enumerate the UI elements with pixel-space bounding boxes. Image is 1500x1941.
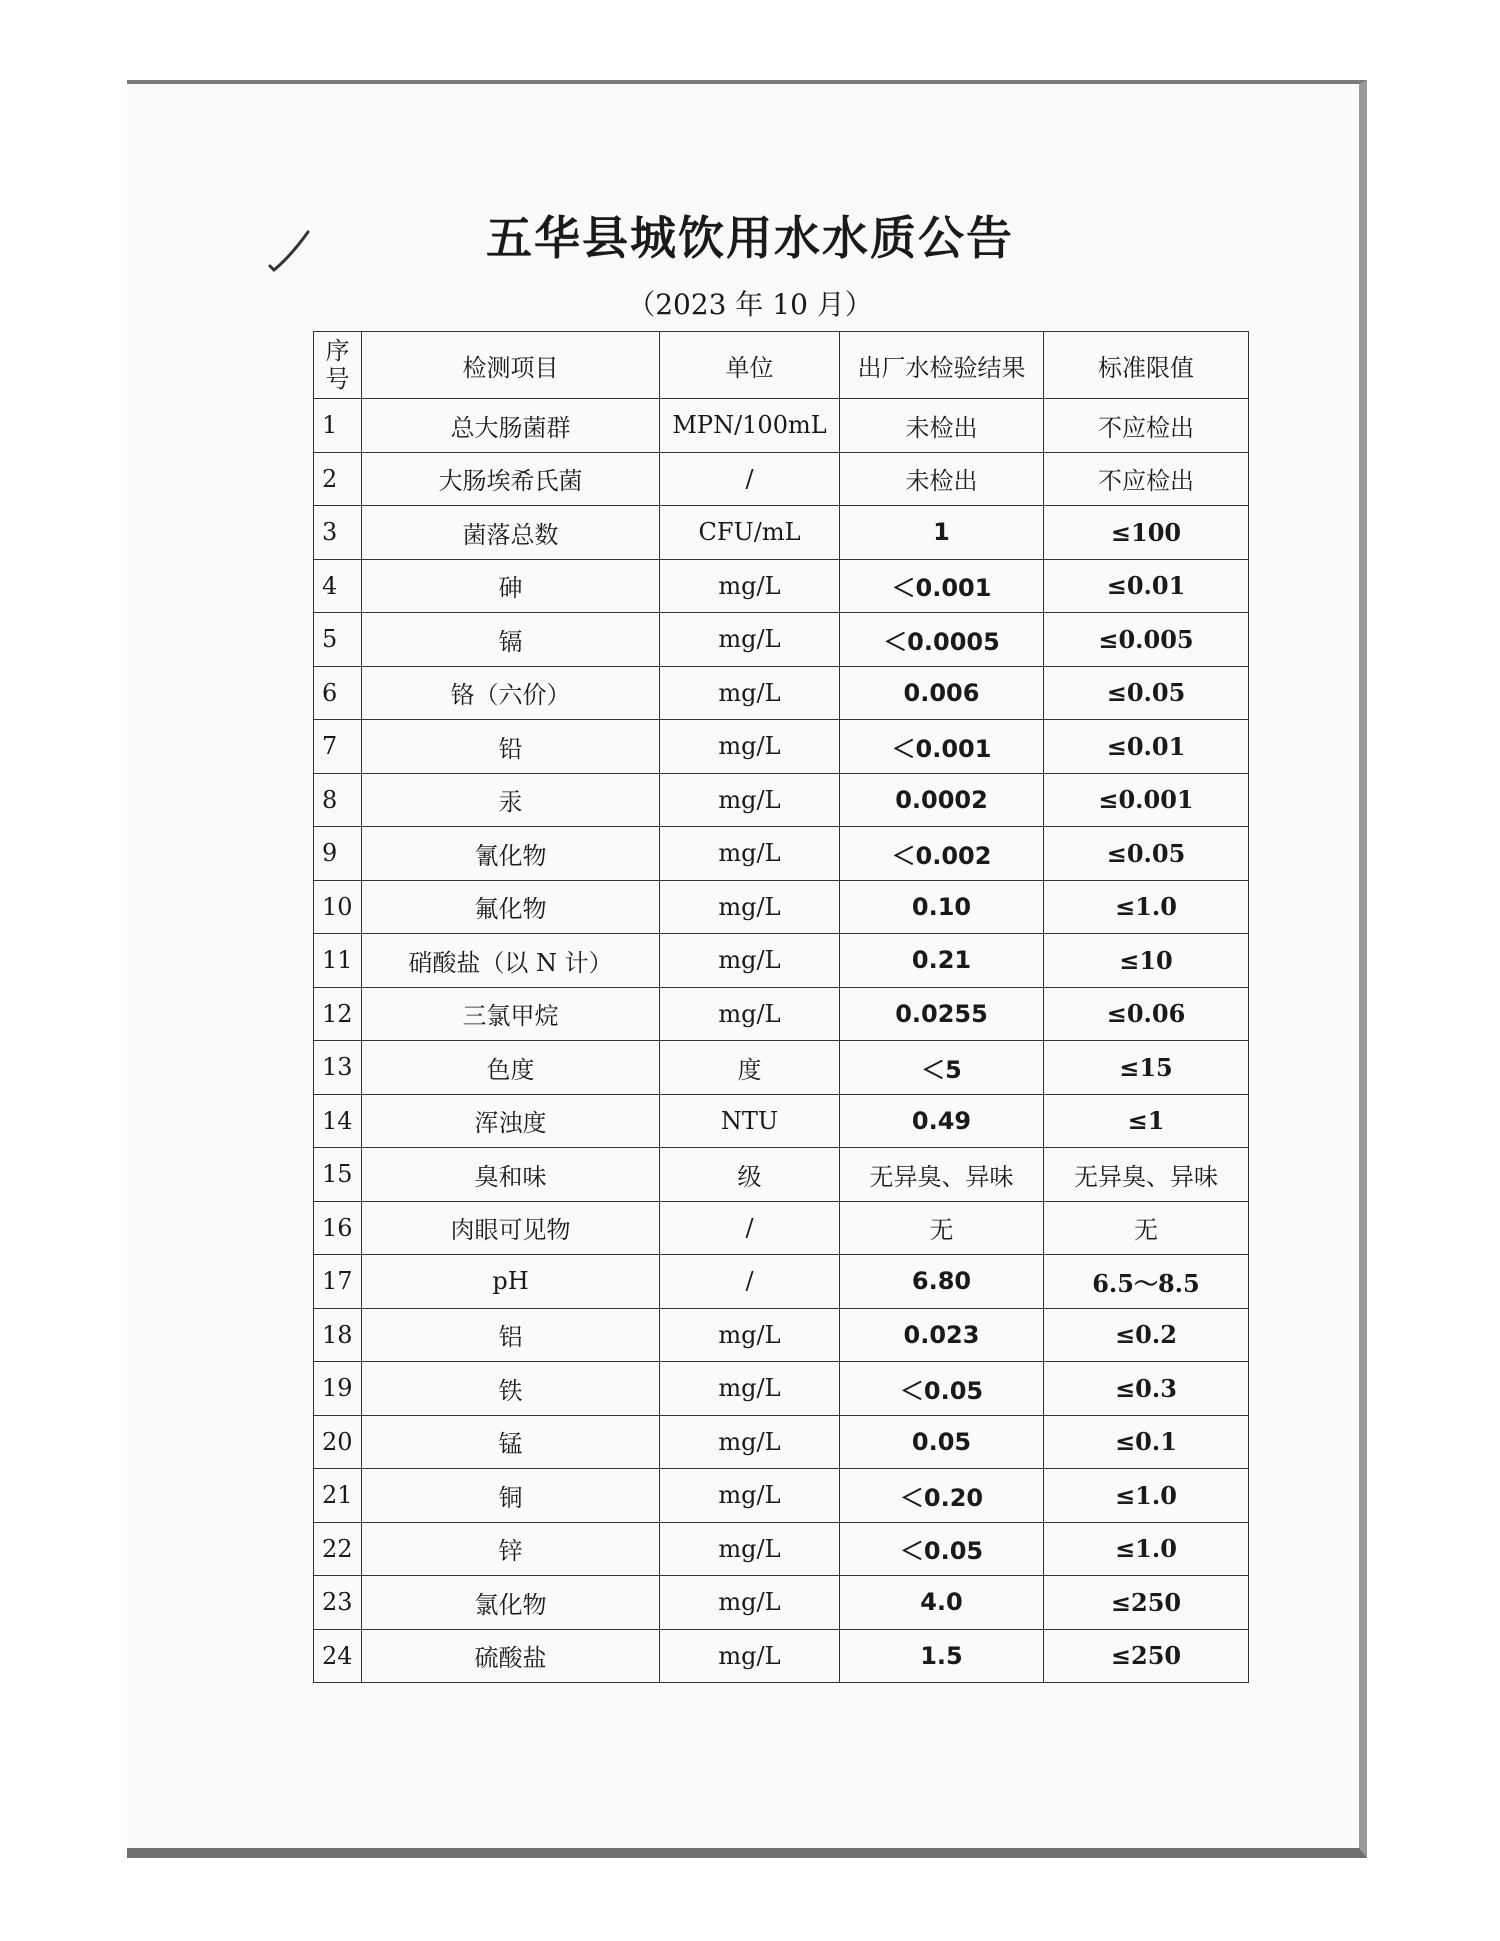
cell-result: ＜0.002	[840, 827, 1044, 881]
cell-unit: mg/L	[660, 773, 840, 827]
table-row	[314, 666, 1249, 720]
cell-result: ＜0.0005	[840, 613, 1044, 667]
cell-result: 0.10	[840, 880, 1044, 934]
table-row	[314, 1362, 1249, 1416]
cell-unit: mg/L	[660, 1415, 840, 1469]
cell-limit: ≤1.0	[1044, 1469, 1249, 1523]
cell-item: 锰	[362, 1415, 660, 1469]
cell-limit: ≤0.005	[1044, 613, 1249, 667]
table-row	[314, 1469, 1249, 1523]
cell-limit: ≤10	[1044, 934, 1249, 988]
cell-item: 三氯甲烷	[362, 987, 660, 1041]
cell-unit: /	[660, 1255, 840, 1309]
cell-item: 砷	[362, 559, 660, 613]
cell-unit: /	[660, 1201, 840, 1255]
cell-item: 镉	[362, 613, 660, 667]
cell-result: 1.5	[840, 1629, 1044, 1683]
cell-result: 0.023	[840, 1308, 1044, 1362]
cell-item: pH	[362, 1255, 660, 1309]
cell-limit: ≤100	[1044, 506, 1249, 560]
header-result: 出厂水检验结果	[840, 332, 1044, 399]
table-row	[314, 1522, 1249, 1576]
cell-unit: mg/L	[660, 934, 840, 988]
cell-index: 21	[314, 1469, 362, 1523]
cell-unit: mg/L	[660, 1576, 840, 1630]
cell-index: 24	[314, 1629, 362, 1683]
cell-item: 浑浊度	[362, 1094, 660, 1148]
cell-item: 汞	[362, 773, 660, 827]
cell-item: 铅	[362, 720, 660, 774]
cell-index: 4	[314, 559, 362, 613]
cell-limit: ≤0.01	[1044, 559, 1249, 613]
cell-result: ＜0.05	[840, 1362, 1044, 1416]
header-index: 序号	[314, 332, 362, 399]
cell-result: 未检出	[840, 452, 1044, 506]
table-row	[314, 934, 1249, 988]
header-unit: 单位	[660, 332, 840, 399]
table-row	[314, 559, 1249, 613]
cell-item: 铜	[362, 1469, 660, 1523]
cell-index: 18	[314, 1308, 362, 1362]
cell-limit: ≤15	[1044, 1041, 1249, 1095]
cell-index: 13	[314, 1041, 362, 1095]
cell-limit: ≤250	[1044, 1576, 1249, 1630]
table-row	[314, 1308, 1249, 1362]
cell-unit: mg/L	[660, 559, 840, 613]
cell-unit: mg/L	[660, 1308, 840, 1362]
table-row	[314, 1629, 1249, 1683]
header-limit: 标准限值	[1044, 332, 1249, 399]
cell-limit: 6.5～8.5	[1044, 1255, 1249, 1309]
table-row	[314, 506, 1249, 560]
cell-limit: ≤1.0	[1044, 880, 1249, 934]
cell-unit: /	[660, 452, 840, 506]
table-row	[314, 1148, 1249, 1202]
table-row	[314, 773, 1249, 827]
cell-index: 1	[314, 399, 362, 453]
water-quality-table	[313, 331, 1249, 1683]
cell-item: 铬（六价）	[362, 666, 660, 720]
cell-result: ＜5	[840, 1041, 1044, 1095]
cell-limit: 不应检出	[1044, 399, 1249, 453]
cell-index: 9	[314, 827, 362, 881]
cell-limit: ≤1	[1044, 1094, 1249, 1148]
cell-index: 22	[314, 1522, 362, 1576]
cell-unit: 级	[660, 1148, 840, 1202]
cell-limit: ≤0.05	[1044, 827, 1249, 881]
cell-unit: mg/L	[660, 613, 840, 667]
cell-item: 硝酸盐（以 N 计）	[362, 934, 660, 988]
cell-item: 铁	[362, 1362, 660, 1416]
table-header-row	[314, 332, 1249, 399]
table-row	[314, 1576, 1249, 1630]
cell-index: 14	[314, 1094, 362, 1148]
cell-limit: 不应检出	[1044, 452, 1249, 506]
cell-item: 锌	[362, 1522, 660, 1576]
cell-index: 20	[314, 1415, 362, 1469]
cell-item: 臭和味	[362, 1148, 660, 1202]
cell-item: 氟化物	[362, 880, 660, 934]
cell-result: 4.0	[840, 1576, 1044, 1630]
cell-result: 0.05	[840, 1415, 1044, 1469]
cell-limit: 无	[1044, 1201, 1249, 1255]
cell-index: 2	[314, 452, 362, 506]
cell-index: 11	[314, 934, 362, 988]
cell-index: 17	[314, 1255, 362, 1309]
cell-limit: ≤0.05	[1044, 666, 1249, 720]
cell-index: 16	[314, 1201, 362, 1255]
cell-unit: 度	[660, 1041, 840, 1095]
table-row	[314, 452, 1249, 506]
cell-unit: NTU	[660, 1094, 840, 1148]
cell-result: ＜0.05	[840, 1522, 1044, 1576]
cell-index: 12	[314, 987, 362, 1041]
table-row	[314, 1415, 1249, 1469]
table-row	[314, 880, 1249, 934]
cell-unit: mg/L	[660, 1469, 840, 1523]
table-row	[314, 1041, 1249, 1095]
table-row	[314, 1094, 1249, 1148]
cell-result: 0.0255	[840, 987, 1044, 1041]
document-subtitle: （2023 年 10 月）	[627, 288, 873, 321]
table-row	[314, 720, 1249, 774]
cell-item: 总大肠菌群	[362, 399, 660, 453]
cell-result: 6.80	[840, 1255, 1044, 1309]
cell-item: 菌落总数	[362, 506, 660, 560]
cell-result: 未检出	[840, 399, 1044, 453]
table-row	[314, 1255, 1249, 1309]
cell-unit: CFU/mL	[660, 506, 840, 560]
table-row	[314, 987, 1249, 1041]
header-item: 检测项目	[362, 332, 660, 399]
cell-item: 铝	[362, 1308, 660, 1362]
cell-limit: 无异臭、异味	[1044, 1148, 1249, 1202]
cell-limit: ≤250	[1044, 1629, 1249, 1683]
cell-limit: ≤0.06	[1044, 987, 1249, 1041]
cell-item: 大肠埃希氏菌	[362, 452, 660, 506]
cell-limit: ≤0.01	[1044, 720, 1249, 774]
cell-limit: ≤0.001	[1044, 773, 1249, 827]
cell-item: 硫酸盐	[362, 1629, 660, 1683]
cell-unit: mg/L	[660, 827, 840, 881]
cell-index: 3	[314, 506, 362, 560]
cell-result: ＜0.001	[840, 559, 1044, 613]
cell-result: 0.0002	[840, 773, 1044, 827]
cell-unit: mg/L	[660, 880, 840, 934]
table-row	[314, 399, 1249, 453]
cell-result: 0.49	[840, 1094, 1044, 1148]
cell-unit: mg/L	[660, 720, 840, 774]
cell-limit: ≤0.3	[1044, 1362, 1249, 1416]
cell-index: 7	[314, 720, 362, 774]
cell-index: 8	[314, 773, 362, 827]
cell-unit: mg/L	[660, 987, 840, 1041]
cell-index: 15	[314, 1148, 362, 1202]
cell-result: 1	[840, 506, 1044, 560]
table-body	[314, 399, 1249, 1683]
cell-result: 无异臭、异味	[840, 1148, 1044, 1202]
cell-index: 6	[314, 666, 362, 720]
cell-item: 色度	[362, 1041, 660, 1095]
cell-limit: ≤0.2	[1044, 1308, 1249, 1362]
table-row	[314, 1201, 1249, 1255]
cell-index: 10	[314, 880, 362, 934]
cell-limit: ≤1.0	[1044, 1522, 1249, 1576]
cell-result: ＜0.001	[840, 720, 1044, 774]
cell-index: 19	[314, 1362, 362, 1416]
cell-index: 23	[314, 1576, 362, 1630]
cell-unit: mg/L	[660, 1362, 840, 1416]
cell-unit: MPN/100mL	[660, 399, 840, 453]
cell-unit: mg/L	[660, 1522, 840, 1576]
cell-unit: mg/L	[660, 666, 840, 720]
cell-result: 无	[840, 1201, 1044, 1255]
cell-item: 氯化物	[362, 1576, 660, 1630]
cell-result: 0.21	[840, 934, 1044, 988]
cell-index: 5	[314, 613, 362, 667]
table-row	[314, 827, 1249, 881]
cell-unit: mg/L	[660, 1629, 840, 1683]
cell-result: 0.006	[840, 666, 1044, 720]
cell-item: 肉眼可见物	[362, 1201, 660, 1255]
cell-limit: ≤0.1	[1044, 1415, 1249, 1469]
table-row	[314, 613, 1249, 667]
cell-result: ＜0.20	[840, 1469, 1044, 1523]
document-title: 五华县城饮用水水质公告	[486, 211, 1014, 265]
cell-item: 氰化物	[362, 827, 660, 881]
